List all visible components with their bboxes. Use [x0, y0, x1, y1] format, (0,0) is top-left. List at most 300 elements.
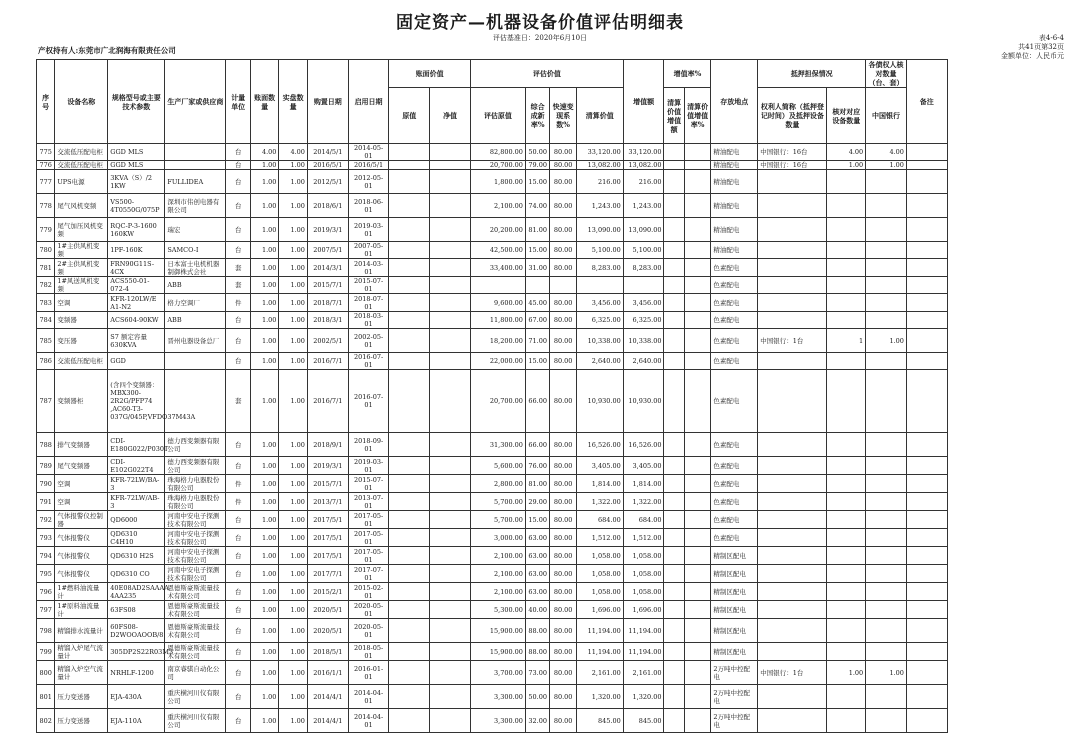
cell-buy-date: 2018/7/1 — [307, 294, 348, 312]
cell-seq: 787 — [37, 370, 55, 433]
cell-fast-rate: 80.00 — [550, 643, 576, 661]
cell-mqty — [827, 475, 866, 493]
cell-liq-inc: 11,194.00 — [623, 643, 664, 661]
table-row — [37, 170, 1066, 194]
cell-buy-date: 2018/5/1 — [307, 643, 348, 661]
cell-empty — [906, 218, 947, 242]
cell-fast-rate: 80.00 — [550, 475, 576, 493]
cell-model: 305DP2S22R03M3 — [108, 643, 165, 661]
cell-model: GGD — [108, 353, 165, 370]
cell-fast-rate: 80.00 — [550, 583, 576, 601]
cell-empty — [389, 259, 430, 277]
cell-bank — [866, 312, 907, 329]
cell-bank — [866, 259, 907, 277]
cell-book-qty: 1.00 — [250, 194, 279, 218]
cell-mortgagee — [758, 619, 827, 643]
cell-fast-rate: 80.00 — [550, 218, 576, 242]
cell-empty — [430, 547, 471, 565]
cell-buy-date: 2016/7/1 — [307, 353, 348, 370]
cell-empty — [389, 709, 430, 733]
table-body — [37, 144, 1066, 733]
cell-use-date: 2014-05-01 — [348, 144, 389, 161]
cell-book-qty: 1.00 — [250, 353, 279, 370]
cell-name: 变压器 — [55, 329, 108, 353]
table-number: 表4-6-4 — [1038, 34, 1064, 42]
cell-empty — [430, 329, 471, 353]
cell-eval-orig: 18,200.00 — [470, 329, 525, 353]
cell-eval-orig: 22,000.00 — [470, 353, 525, 370]
cell-empty — [430, 493, 471, 511]
cell-eval-orig: 3,300.00 — [470, 709, 525, 733]
owner-line: 产权持有人:东莞市广北润海有限责任公司 — [38, 46, 176, 55]
cell-bank — [866, 547, 907, 565]
cell-use-date: 2016-07-01 — [348, 353, 389, 370]
cell-liq-inc: 16,526.00 — [623, 433, 664, 457]
cell-buy-date: 2016/7/1 — [307, 370, 348, 433]
cell-fast-rate: 80.00 — [550, 294, 576, 312]
cell-use-date: 2014-04-01 — [348, 709, 389, 733]
cell-book-qty: 1.00 — [250, 329, 279, 353]
cell-model: KFR-120LW/E A1-N2 — [108, 294, 165, 312]
cell-mqty — [827, 353, 866, 370]
cell-buy-date: 2016/5/1 — [307, 161, 348, 170]
col-increase-rate: 增值率% — [664, 60, 711, 88]
cell-model: EJA-430A — [108, 685, 165, 709]
col-mortgagee: 权利人简称（抵押登记时间）及抵押设备数量 — [758, 88, 827, 144]
cell-empty — [664, 242, 684, 259]
cell-empty — [664, 433, 684, 457]
cell-location: 精制区配电 — [711, 601, 758, 619]
cell-empty — [389, 218, 430, 242]
col-seq: 序号 — [37, 60, 55, 144]
cell-mqty — [827, 277, 866, 294]
cell-empty — [664, 661, 684, 685]
cell-location: 2万吨中控配电 — [711, 661, 758, 685]
cell-empty — [389, 194, 430, 218]
cell-empty — [389, 661, 430, 685]
cell-unit: 台 — [226, 565, 250, 583]
cell-maker: 重庆横河川仪有限公司 — [165, 685, 226, 709]
eval-date: 评估基准日：2020年6月10日 — [492, 34, 588, 42]
cell-mortgagee — [758, 194, 827, 218]
cell-real-qty: 1.00 — [279, 583, 308, 601]
cell-seq: 780 — [37, 242, 55, 259]
cell-mortgagee — [758, 529, 827, 547]
cell-location: 色素配电 — [711, 370, 758, 433]
cell-buy-date: 2018/3/1 — [307, 312, 348, 329]
cell-unit: 台 — [226, 161, 250, 170]
table-row — [37, 161, 1066, 170]
cell-mortgagee — [758, 294, 827, 312]
cell-eval-orig — [470, 277, 525, 294]
col-remark: 备注 — [906, 60, 947, 144]
table-row — [37, 218, 1066, 242]
cell-empty — [389, 170, 430, 194]
cell-fast-rate: 80.00 — [550, 619, 576, 643]
cell-empty — [430, 565, 471, 583]
cell-fast-rate: 80.00 — [550, 601, 576, 619]
cell-mortgagee — [758, 583, 827, 601]
cell-bank — [866, 277, 907, 294]
col-fast-rate: 快速变现系数% — [550, 88, 576, 144]
cell-maker: SAMCO-I — [165, 242, 226, 259]
cell-empty — [664, 709, 684, 733]
cell-seq: 776 — [37, 161, 55, 170]
cell-model: QD6310 C4H10 — [108, 529, 165, 547]
col-new-rate: 综合成新率% — [525, 88, 549, 144]
cell-mqty — [827, 511, 866, 529]
cell-book-qty: 1.00 — [250, 547, 279, 565]
cell-use-date: 2017-05-01 — [348, 511, 389, 529]
cell-real-qty: 1.00 — [279, 493, 308, 511]
cell-name: 精馏入炉尾气流量计 — [55, 643, 108, 661]
cell-empty — [664, 493, 684, 511]
cell-eval-orig: 5,700.00 — [470, 493, 525, 511]
cell-new-rate: 15.00 — [525, 511, 549, 529]
cell-liq-inc: 3,405.00 — [623, 457, 664, 475]
cell-book-qty: 4.00 — [250, 144, 279, 161]
cell-unit: 套 — [226, 259, 250, 277]
cell-empty — [430, 277, 471, 294]
cell-liq-value: 2,161.00 — [576, 661, 623, 685]
cell-book-qty: 1.00 — [250, 370, 279, 433]
cell-mqty — [827, 685, 866, 709]
cell-buy-date: 2014/5/1 — [307, 144, 348, 161]
cell-liq-value: 216.00 — [576, 170, 623, 194]
cell-seq: 778 — [37, 194, 55, 218]
cell-fast-rate: 80.00 — [550, 457, 576, 475]
cell-empty — [430, 218, 471, 242]
cell-empty — [664, 565, 684, 583]
cell-empty — [430, 170, 471, 194]
cell-unit: 台 — [226, 144, 250, 161]
cell-use-date: 2018-03-01 — [348, 312, 389, 329]
cell-eval-orig: 2,100.00 — [470, 583, 525, 601]
cell-seq: 791 — [37, 493, 55, 511]
cell-maker — [165, 144, 226, 161]
cell-empty — [684, 547, 710, 565]
cell-use-date: 2002-05-01 — [348, 329, 389, 353]
cell-model: GGD MLS — [108, 144, 165, 161]
cell-mortgagee — [758, 475, 827, 493]
cell-empty — [906, 277, 947, 294]
table-row — [37, 709, 1066, 733]
cell-fast-rate: 80.00 — [550, 312, 576, 329]
cell-empty — [430, 685, 471, 709]
cell-liq-inc: 13,082.00 — [623, 161, 664, 170]
cell-mqty — [827, 601, 866, 619]
cell-buy-date: 2002/5/1 — [307, 329, 348, 353]
cell-new-rate: 40.00 — [525, 601, 549, 619]
cell-maker: 恩德斯豪斯流量技术有限公司 — [165, 619, 226, 643]
cell-empty — [684, 294, 710, 312]
cell-buy-date: 2020/5/1 — [307, 601, 348, 619]
cell-empty — [430, 475, 471, 493]
cell-maker: 德力西变频器有限公司 — [165, 457, 226, 475]
cell-empty — [906, 619, 947, 643]
cell-liq-inc: 1,058.00 — [623, 583, 664, 601]
cell-location: 色素配电 — [711, 529, 758, 547]
table-row — [37, 685, 1066, 709]
cell-empty — [906, 329, 947, 353]
cell-use-date: 2017-05-01 — [348, 529, 389, 547]
cell-eval-orig: 33,400.00 — [470, 259, 525, 277]
cell-empty — [389, 353, 430, 370]
cell-location: 精制区配电 — [711, 565, 758, 583]
cell-empty — [389, 161, 430, 170]
col-book-qty: 账面数量 — [250, 60, 279, 144]
cell-use-date: 2015-02-01 — [348, 583, 389, 601]
table-meta — [1001, 34, 1064, 61]
cell-new-rate: 15.00 — [525, 170, 549, 194]
cell-empty — [430, 457, 471, 475]
cell-use-date: 2016-07-01 — [348, 370, 389, 433]
cell-empty — [664, 170, 684, 194]
cell-maker: 南京睿骐自动化公司 — [165, 661, 226, 685]
cell-liq-value — [576, 277, 623, 294]
cell-empty — [684, 457, 710, 475]
cell-liq-value: 684.00 — [576, 511, 623, 529]
cell-empty — [684, 619, 710, 643]
cell-empty — [389, 565, 430, 583]
cell-liq-inc: 1,696.00 — [623, 601, 664, 619]
cell-empty — [684, 565, 710, 583]
cell-fast-rate: 80.00 — [550, 547, 576, 565]
cell-mqty — [827, 619, 866, 643]
cell-empty — [664, 329, 684, 353]
cell-seq: 794 — [37, 547, 55, 565]
col-liq-increase-rate: 清算价值增值率% — [684, 88, 710, 144]
cell-model: KFR-72LW/BA-3 — [108, 475, 165, 493]
col-liq-increase: 清算价值增值额 — [664, 88, 684, 144]
cell-new-rate: 45.00 — [525, 294, 549, 312]
cell-liq-inc: 10,338.00 — [623, 329, 664, 353]
cell-buy-date: 2017/5/1 — [307, 547, 348, 565]
cell-liq-value: 11,194.00 — [576, 643, 623, 661]
cell-real-qty: 1.00 — [279, 457, 308, 475]
cell-real-qty: 1.00 — [279, 601, 308, 619]
cell-liq-value: 13,082.00 — [576, 161, 623, 170]
cell-location: 色素配电 — [711, 259, 758, 277]
cell-unit: 套 — [226, 370, 250, 433]
cell-name: 压力变送器 — [55, 685, 108, 709]
cell-unit: 台 — [226, 242, 250, 259]
cell-liq-value: 5,100.00 — [576, 242, 623, 259]
cell-eval-orig: 2,800.00 — [470, 475, 525, 493]
cell-new-rate: 63.00 — [525, 529, 549, 547]
cell-empty — [664, 259, 684, 277]
cell-empty — [430, 511, 471, 529]
cell-liq-inc: 2,640.00 — [623, 353, 664, 370]
cell-empty — [684, 329, 710, 353]
cell-eval-orig: 15,900.00 — [470, 619, 525, 643]
cell-maker — [165, 353, 226, 370]
cell-empty — [684, 433, 710, 457]
cell-buy-date: 2017/7/1 — [307, 565, 348, 583]
cell-new-rate: 67.00 — [525, 312, 549, 329]
cell-real-qty: 4.00 — [279, 144, 308, 161]
cell-mortgagee — [758, 259, 827, 277]
cell-name: 空调 — [55, 294, 108, 312]
cell-maker: 珠海格力电器股份有限公司 — [165, 493, 226, 511]
cell-eval-orig: 5,600.00 — [470, 457, 525, 475]
cell-fast-rate: 80.00 — [550, 259, 576, 277]
cell-buy-date: 2014/4/1 — [307, 709, 348, 733]
cell-empty — [684, 259, 710, 277]
cell-mqty — [827, 493, 866, 511]
cell-liq-inc: 1,320.00 — [623, 685, 664, 709]
cell-new-rate: 88.00 — [525, 643, 549, 661]
cell-liq-value: 3,456.00 — [576, 294, 623, 312]
cell-seq: 781 — [37, 259, 55, 277]
cell-fast-rate: 80.00 — [550, 161, 576, 170]
table-row — [37, 475, 1066, 493]
cell-empty — [664, 643, 684, 661]
cell-empty — [906, 242, 947, 259]
col-eval-value: 评估价值 — [470, 60, 623, 88]
cell-empty — [906, 583, 947, 601]
cell-mqty — [827, 294, 866, 312]
table-row — [37, 529, 1066, 547]
cell-liq-value: 8,283.00 — [576, 259, 623, 277]
cell-maker: 恩德斯豪斯流量技术有限公司 — [165, 583, 226, 601]
cell-location: 色素配电 — [711, 277, 758, 294]
cell-new-rate: 63.00 — [525, 547, 549, 565]
cell-location: 2万吨中控配电 — [711, 709, 758, 733]
cell-empty — [664, 685, 684, 709]
cell-model: VS500-4T0550G/075P — [108, 194, 165, 218]
cell-empty — [430, 619, 471, 643]
cell-empty — [664, 294, 684, 312]
cell-liq-value: 10,930.00 — [576, 370, 623, 433]
cell-use-date: 2018-09-01 — [348, 433, 389, 457]
cell-model: QD6000 — [108, 511, 165, 529]
cell-book-qty: 1.00 — [250, 294, 279, 312]
cell-empty — [684, 475, 710, 493]
cell-mortgagee: 中国银行：16台 — [758, 161, 827, 170]
cell-name: 2#主供风机变频 — [55, 259, 108, 277]
cell-eval-orig: 15,900.00 — [470, 643, 525, 661]
cell-mqty: 1.00 — [827, 161, 866, 170]
cell-location: 精制区配电 — [711, 547, 758, 565]
cell-mortgagee — [758, 170, 827, 194]
cell-liq-inc: 6,325.00 — [623, 312, 664, 329]
cell-unit: 台 — [226, 529, 250, 547]
cell-model: ACS550-01-072-4 — [108, 277, 165, 294]
cell-book-qty: 1.00 — [250, 529, 279, 547]
cell-seq: 786 — [37, 353, 55, 370]
cell-mortgagee — [758, 643, 827, 661]
cell-maker: ABB — [165, 312, 226, 329]
cell-bank: 1.00 — [866, 329, 907, 353]
cell-real-qty: 1.00 — [279, 353, 308, 370]
cell-new-rate: 76.00 — [525, 457, 549, 475]
cell-seq: 795 — [37, 565, 55, 583]
cell-real-qty: 1.00 — [279, 161, 308, 170]
cell-maker: 格力空调厂 — [165, 294, 226, 312]
cell-book-qty: 1.00 — [250, 493, 279, 511]
cell-empty — [906, 259, 947, 277]
cell-location: 色素配电 — [711, 457, 758, 475]
cell-name: 气体报警仪控制器 — [55, 511, 108, 529]
cell-unit: 件 — [226, 493, 250, 511]
cell-fast-rate: 80.00 — [550, 565, 576, 583]
cell-empty — [389, 329, 430, 353]
cell-empty — [389, 312, 430, 329]
cell-eval-orig: 1,800.00 — [470, 170, 525, 194]
cell-mqty: 1.00 — [827, 661, 866, 685]
cell-empty — [664, 194, 684, 218]
cell-maker: FULLIDEA — [165, 170, 226, 194]
cell-seq: 802 — [37, 709, 55, 733]
cell-empty — [664, 161, 684, 170]
cell-maker — [165, 370, 226, 433]
cell-eval-orig: 82,800.00 — [470, 144, 525, 161]
cell-fast-rate: 80.00 — [550, 353, 576, 370]
cell-buy-date: 2007/5/1 — [307, 242, 348, 259]
cell-buy-date: 2013/7/1 — [307, 493, 348, 511]
cell-empty — [430, 583, 471, 601]
cell-eval-orig: 11,800.00 — [470, 312, 525, 329]
table-row — [37, 329, 1066, 353]
col-eval-orig: 评估原值 — [470, 88, 525, 144]
cell-new-rate: 15.00 — [525, 353, 549, 370]
cell-unit: 件 — [226, 294, 250, 312]
cell-new-rate: 66.00 — [525, 433, 549, 457]
cell-model: QD6310 CO — [108, 565, 165, 583]
cell-maker: ABB — [165, 277, 226, 294]
cell-unit: 台 — [226, 661, 250, 685]
cell-empty — [389, 547, 430, 565]
cell-unit: 台 — [226, 433, 250, 457]
cell-real-qty: 1.00 — [279, 709, 308, 733]
cell-book-qty: 1.00 — [250, 619, 279, 643]
cell-maker: 德力西变频器有限公司 — [165, 433, 226, 457]
cell-maker: 恩德斯豪斯流量技术有限公司 — [165, 643, 226, 661]
col-book-orig: 原值 — [389, 88, 430, 144]
cell-model: 40E08AD2SAAAA 4AA235 — [108, 583, 165, 601]
cell-liq-value: 13,090.00 — [576, 218, 623, 242]
cell-maker: 瑞宏 — [165, 218, 226, 242]
cell-use-date: 2018-06-01 — [348, 194, 389, 218]
cell-fast-rate: 80.00 — [550, 194, 576, 218]
cell-mqty — [827, 242, 866, 259]
col-liq-value: 清算价值 — [576, 88, 623, 144]
cell-eval-orig: 2,100.00 — [470, 565, 525, 583]
table-row — [37, 547, 1066, 565]
cell-real-qty: 1.00 — [279, 529, 308, 547]
cell-real-qty: 1.00 — [279, 685, 308, 709]
cell-use-date: 2020-05-01 — [348, 619, 389, 643]
cell-book-qty: 1.00 — [250, 161, 279, 170]
cell-empty — [684, 353, 710, 370]
page-number: 共41页第32页 — [1018, 43, 1064, 51]
cell-book-qty: 1.00 — [250, 709, 279, 733]
cell-seq: 789 — [37, 457, 55, 475]
cell-buy-date: 2019/3/1 — [307, 457, 348, 475]
cell-bank — [866, 370, 907, 433]
cell-empty — [389, 583, 430, 601]
cell-maker: 恩德斯豪斯流量技术有限公司 — [165, 601, 226, 619]
cell-seq: 790 — [37, 475, 55, 493]
cell-liq-inc: 1,058.00 — [623, 565, 664, 583]
cell-fast-rate: 80.00 — [550, 170, 576, 194]
cell-empty — [906, 144, 947, 161]
cell-model: CDI-E102G022T4 — [108, 457, 165, 475]
cell-new-rate: 63.00 — [525, 583, 549, 601]
cell-unit: 台 — [226, 511, 250, 529]
cell-mortgagee — [758, 353, 827, 370]
